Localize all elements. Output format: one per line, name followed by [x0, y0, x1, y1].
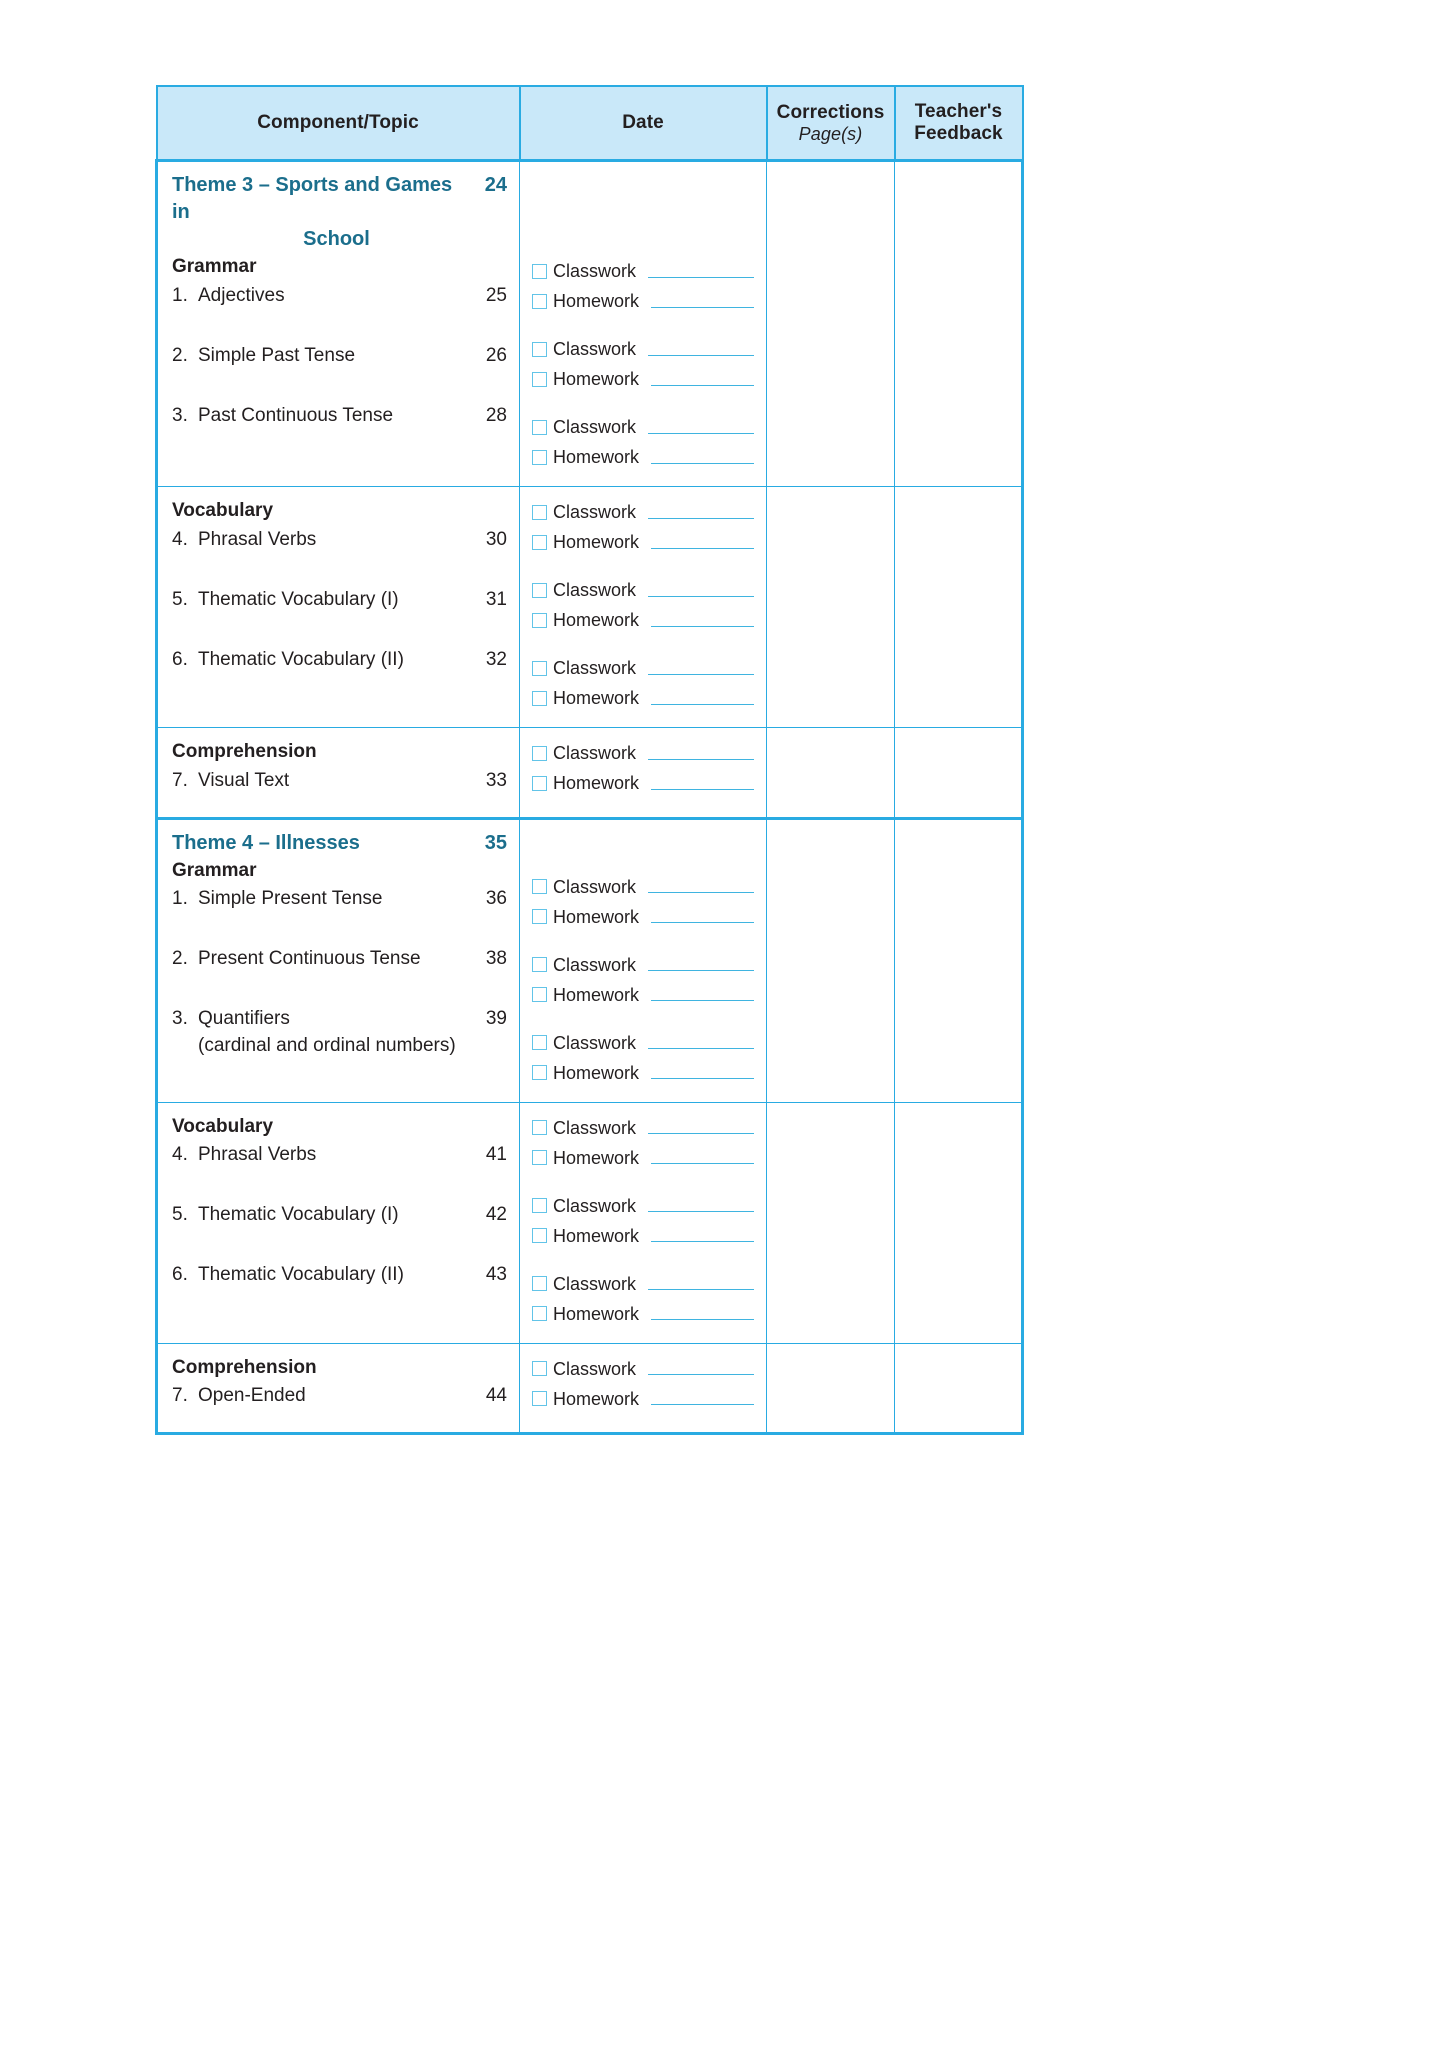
topic-item-page: 44 [485, 1385, 507, 1407]
homework-date-writeline[interactable] [651, 692, 754, 705]
topic-item-label: Thematic Vocabulary (I) [198, 1204, 399, 1226]
homework-checkbox[interactable] [532, 1065, 547, 1080]
date-entry-row [532, 1143, 756, 1173]
topic-item [172, 648, 507, 708]
homework-date-writeline[interactable] [651, 910, 754, 923]
classwork-date-writeline[interactable] [648, 421, 754, 434]
theme-page-number: 24 [484, 174, 507, 196]
date-entry-row [532, 442, 756, 472]
topic-item-sublabel: (cardinal and ordinal numbers) [198, 1035, 456, 1057]
topic-item-page: 25 [485, 284, 507, 306]
topic-item-page: 33 [485, 769, 507, 791]
topic-item-number: 5. [172, 1204, 188, 1226]
topic-item-label-wrap [198, 528, 477, 553]
topic-item [172, 588, 507, 648]
table-row [157, 1102, 1023, 1343]
corrections-cell[interactable] [767, 1102, 895, 1343]
topic-item-label: Visual Text [198, 769, 290, 791]
section-label: Grammar [172, 256, 257, 277]
homework-checkbox[interactable] [532, 1228, 547, 1243]
date-entry-row [532, 950, 756, 980]
date-entry-row [532, 1269, 756, 1299]
date-entry-group [532, 334, 756, 394]
topic-item [172, 1263, 507, 1323]
classwork-date-writeline[interactable] [648, 343, 754, 356]
table-row [157, 728, 1023, 819]
topic-item [172, 887, 507, 947]
date-entry-row [532, 412, 756, 442]
topic-item-number: 2. [172, 344, 188, 366]
homework-checkbox[interactable] [532, 294, 547, 309]
classwork-date-writeline[interactable] [648, 584, 754, 597]
homework-checkbox[interactable] [532, 1306, 547, 1321]
homework-date-writeline[interactable] [651, 1066, 754, 1079]
date-cell [520, 161, 767, 487]
topic-item-label-wrap [198, 284, 477, 309]
topic-item-page: 28 [485, 404, 507, 426]
classwork-date-writeline[interactable] [648, 880, 754, 893]
date-entry-group [532, 575, 756, 635]
classwork-label: Classwork [553, 876, 637, 897]
homework-date-writeline[interactable] [651, 614, 754, 627]
classwork-label: Classwork [553, 1273, 637, 1294]
homework-checkbox[interactable] [532, 909, 547, 924]
worksheet-page [155, 85, 1021, 1435]
topic-item-page: 42 [485, 1204, 507, 1226]
classwork-date-writeline[interactable] [648, 1362, 754, 1375]
date-entry-group [532, 1028, 756, 1088]
classwork-date-writeline[interactable] [648, 265, 754, 278]
classwork-date-writeline[interactable] [648, 506, 754, 519]
date-entry-row [532, 334, 756, 364]
classwork-label: Classwork [553, 416, 637, 437]
classwork-checkbox[interactable] [532, 1276, 547, 1291]
date-entry-row [532, 1058, 756, 1088]
homework-date-writeline[interactable] [651, 451, 754, 464]
date-entry-group [532, 738, 756, 798]
topic-item-page: 26 [485, 344, 507, 366]
topic-item-label-wrap [198, 1007, 477, 1058]
topic-item-label-wrap [198, 404, 477, 429]
date-entry-row [532, 497, 756, 527]
table-body [157, 161, 1023, 1434]
date-entry-row [532, 364, 756, 394]
topic-item-label-wrap [198, 1384, 477, 1409]
homework-label: Homework [553, 1147, 640, 1168]
topic-item-label: Present Continuous Tense [198, 948, 421, 970]
topic-item-label-wrap [198, 1143, 477, 1168]
theme-title-line1: Theme 4 – Illnesses [172, 831, 360, 854]
topic-item [172, 947, 507, 1007]
topic-item-label: Quantifiers [198, 1008, 290, 1030]
homework-checkbox[interactable] [532, 691, 547, 706]
topic-item [172, 284, 507, 344]
date-entry-row [532, 605, 756, 635]
teacher-feedback-cell[interactable] [895, 161, 1023, 487]
date-entry-row [532, 902, 756, 932]
topic-item-label-wrap [198, 1203, 477, 1228]
classwork-date-writeline[interactable] [648, 1121, 754, 1134]
teacher-feedback-cell[interactable] [895, 1343, 1023, 1434]
topic-item-number: 4. [172, 528, 188, 550]
classwork-checkbox[interactable] [532, 342, 547, 357]
classwork-checkbox[interactable] [532, 1035, 547, 1050]
date-entry-row [532, 1299, 756, 1329]
theme-title-text [172, 830, 473, 857]
homework-label: Homework [553, 772, 640, 793]
classwork-checkbox[interactable] [532, 661, 547, 676]
topic-cell [157, 161, 520, 487]
topic-cell [157, 487, 520, 728]
corrections-cell[interactable] [767, 487, 895, 728]
date-entry-group [532, 1269, 756, 1329]
section-label: Vocabulary [172, 500, 274, 521]
table-header [157, 86, 1023, 161]
topic-item-number: 7. [172, 769, 188, 791]
classwork-checkbox[interactable] [532, 264, 547, 279]
topic-item-label: Thematic Vocabulary (II) [198, 1264, 404, 1286]
topic-item-label-wrap [198, 344, 477, 369]
date-cell [520, 487, 767, 728]
homework-date-writeline[interactable] [651, 373, 754, 386]
date-entry-row [532, 1221, 756, 1251]
classwork-checkbox[interactable] [532, 583, 547, 598]
teacher-feedback-cell[interactable] [895, 487, 1023, 728]
topic-item-number: 5. [172, 588, 188, 610]
table-row [157, 161, 1023, 487]
classwork-date-writeline[interactable] [648, 662, 754, 675]
homework-label: Homework [553, 1388, 640, 1409]
header-feedback-line2: Feedback [914, 123, 1003, 144]
classwork-date-writeline[interactable] [648, 747, 754, 760]
classwork-checkbox[interactable] [532, 879, 547, 894]
homework-label: Homework [553, 1225, 640, 1246]
classwork-date-writeline[interactable] [648, 1036, 754, 1049]
topic-item-number: 2. [172, 948, 188, 970]
topic-item-number: 3. [172, 1008, 188, 1030]
topic-item [172, 1143, 507, 1203]
homework-checkbox[interactable] [532, 1150, 547, 1165]
date-entry-group [532, 1191, 756, 1251]
classwork-label: Classwork [553, 742, 637, 763]
section-label: Vocabulary [172, 1115, 274, 1137]
topic-item-page: 39 [485, 1008, 507, 1030]
homework-label: Homework [553, 290, 640, 311]
date-entry-row [532, 872, 756, 902]
corrections-cell[interactable] [767, 818, 895, 1102]
theme-title [172, 172, 507, 253]
date-cell-spacer [532, 214, 756, 256]
classwork-label: Classwork [553, 260, 637, 281]
date-entry-row [532, 256, 756, 286]
topic-item-label: Phrasal Verbs [198, 1144, 317, 1166]
section-label: Comprehension [172, 1356, 317, 1378]
homework-date-writeline[interactable] [651, 536, 754, 549]
date-entry-row [532, 738, 756, 768]
classwork-checkbox[interactable] [532, 1120, 547, 1135]
homework-date-writeline[interactable] [651, 295, 754, 308]
topic-item-page: 36 [485, 888, 507, 910]
topic-item-label-wrap [198, 1263, 477, 1288]
corrections-cell[interactable] [767, 728, 895, 819]
homework-label: Homework [553, 1303, 640, 1324]
topic-item-page: 30 [485, 528, 507, 550]
date-entry-row [532, 683, 756, 713]
classwork-checkbox[interactable] [532, 1198, 547, 1213]
teacher-feedback-cell[interactable] [895, 728, 1023, 819]
header-corrections [767, 86, 895, 161]
topic-item [172, 528, 507, 588]
homework-label: Homework [553, 446, 640, 467]
table-row [157, 487, 1023, 728]
topic-cell [157, 1343, 520, 1434]
table-row [157, 818, 1023, 1102]
date-entry-group [532, 412, 756, 472]
date-cell [520, 818, 767, 1102]
header-date: Date [520, 86, 767, 161]
teacher-feedback-cell[interactable] [895, 818, 1023, 1102]
homework-label: Homework [553, 531, 640, 552]
homework-date-writeline[interactable] [651, 1392, 754, 1405]
topic-item-page: 31 [485, 588, 507, 610]
theme-title-text [172, 172, 473, 253]
date-entry-row [532, 1028, 756, 1058]
topic-item-label: Simple Past Tense [198, 344, 356, 366]
date-entry-group [532, 1113, 756, 1173]
topic-item-label: Open-Ended [198, 1385, 306, 1407]
classwork-label: Classwork [553, 338, 637, 359]
topic-item-number: 3. [172, 404, 188, 426]
topic-item-label: Phrasal Verbs [198, 528, 317, 550]
homework-label: Homework [553, 984, 640, 1005]
date-entry-row [532, 286, 756, 316]
topic-cell [157, 728, 520, 819]
classwork-date-writeline[interactable] [648, 1199, 754, 1212]
date-entry-row [532, 980, 756, 1010]
date-entry-group [532, 497, 756, 557]
date-cell [520, 1102, 767, 1343]
date-entry-group [532, 950, 756, 1010]
date-entry-group [532, 653, 756, 713]
homework-date-writeline[interactable] [651, 988, 754, 1001]
topic-item-number: 7. [172, 1385, 188, 1407]
classwork-label: Classwork [553, 1117, 637, 1138]
topic-item-label: Thematic Vocabulary (II) [198, 648, 404, 670]
date-entry-row [532, 527, 756, 557]
classwork-label: Classwork [553, 1195, 637, 1216]
table-row [157, 1343, 1023, 1434]
theme-page-number: 35 [484, 831, 507, 854]
date-cell [520, 1343, 767, 1434]
classwork-label: Classwork [553, 501, 637, 522]
homework-checkbox[interactable] [532, 987, 547, 1002]
theme-title-line1: Theme 3 – Sports and Games in [172, 174, 453, 223]
homework-label: Homework [553, 1062, 640, 1083]
date-entry-group [532, 256, 756, 316]
progress-checklist-table [155, 85, 1024, 1435]
corrections-cell[interactable] [767, 161, 895, 487]
topic-cell [157, 1102, 520, 1343]
homework-checkbox[interactable] [532, 613, 547, 628]
homework-date-writeline[interactable] [651, 777, 754, 790]
section-label: Comprehension [172, 741, 317, 762]
date-entry-row [532, 768, 756, 798]
classwork-label: Classwork [553, 579, 637, 600]
homework-checkbox[interactable] [532, 776, 547, 791]
topic-item-label: Thematic Vocabulary (I) [198, 588, 399, 610]
teacher-feedback-cell[interactable] [895, 1102, 1023, 1343]
date-entry-row [532, 1384, 756, 1414]
date-cell-spacer [532, 172, 756, 214]
classwork-label: Classwork [553, 1032, 637, 1053]
topic-item-number: 6. [172, 1264, 188, 1286]
topic-item-number: 6. [172, 648, 188, 670]
date-cell [520, 728, 767, 819]
topic-item [172, 344, 507, 404]
homework-label: Homework [553, 368, 640, 389]
date-entry-row [532, 1191, 756, 1221]
corrections-cell[interactable] [767, 1343, 895, 1434]
topic-item-page: 41 [485, 1144, 507, 1166]
homework-label: Homework [553, 906, 640, 927]
topic-item-label: Past Continuous Tense [198, 404, 394, 426]
date-entry-group [532, 872, 756, 932]
classwork-label: Classwork [553, 657, 637, 678]
topic-item-label-wrap [198, 887, 477, 912]
header-feedback-line1: Teacher's [914, 101, 1003, 123]
topic-item-label-wrap [198, 947, 477, 972]
date-entry-row [532, 653, 756, 683]
theme-title-line2: School [303, 228, 370, 250]
topic-item-label-wrap [198, 648, 477, 673]
topic-item-number: 1. [172, 284, 188, 306]
classwork-checkbox[interactable] [532, 1361, 547, 1376]
topic-item-label-wrap [198, 769, 477, 794]
homework-checkbox[interactable] [532, 1391, 547, 1406]
topic-item [172, 1384, 507, 1418]
homework-checkbox[interactable] [532, 535, 547, 550]
date-entry-row [532, 575, 756, 605]
topic-item [172, 1007, 507, 1069]
homework-label: Homework [553, 609, 640, 630]
homework-checkbox[interactable] [532, 450, 547, 465]
topic-item-number: 4. [172, 1144, 188, 1166]
topic-item-label: Adjectives [198, 284, 285, 306]
topic-cell [157, 818, 520, 1102]
homework-date-writeline[interactable] [651, 1151, 754, 1164]
topic-item-page: 32 [485, 648, 507, 670]
date-cell-spacer [532, 830, 756, 872]
date-entry-group [532, 1354, 756, 1414]
homework-checkbox[interactable] [532, 372, 547, 387]
header-component-topic: Component/Topic [157, 86, 520, 161]
classwork-checkbox[interactable] [532, 746, 547, 761]
theme-title [172, 830, 507, 857]
topic-item-page: 38 [485, 948, 507, 970]
classwork-checkbox[interactable] [532, 957, 547, 972]
topic-item-label-wrap [198, 588, 477, 613]
topic-item-label: Simple Present Tense [198, 888, 383, 910]
header-row [157, 86, 1023, 161]
header-corrections-sub: Page(s) [798, 123, 863, 144]
homework-label: Homework [553, 687, 640, 708]
classwork-checkbox[interactable] [532, 505, 547, 520]
classwork-label: Classwork [553, 954, 637, 975]
topic-item-number: 1. [172, 888, 188, 910]
classwork-date-writeline[interactable] [648, 1277, 754, 1290]
homework-date-writeline[interactable] [651, 1307, 754, 1320]
classwork-date-writeline[interactable] [648, 958, 754, 971]
classwork-label: Classwork [553, 1358, 637, 1379]
topic-item [172, 769, 507, 803]
topic-item [172, 404, 507, 464]
section-label: Grammar [172, 859, 257, 881]
header-corrections-main: Corrections [776, 101, 885, 123]
date-entry-row [532, 1113, 756, 1143]
topic-item [172, 1203, 507, 1263]
header-teacher-feedback [895, 86, 1023, 161]
topic-item-page: 43 [485, 1264, 507, 1286]
classwork-checkbox[interactable] [532, 420, 547, 435]
date-entry-row [532, 1354, 756, 1384]
homework-date-writeline[interactable] [651, 1229, 754, 1242]
